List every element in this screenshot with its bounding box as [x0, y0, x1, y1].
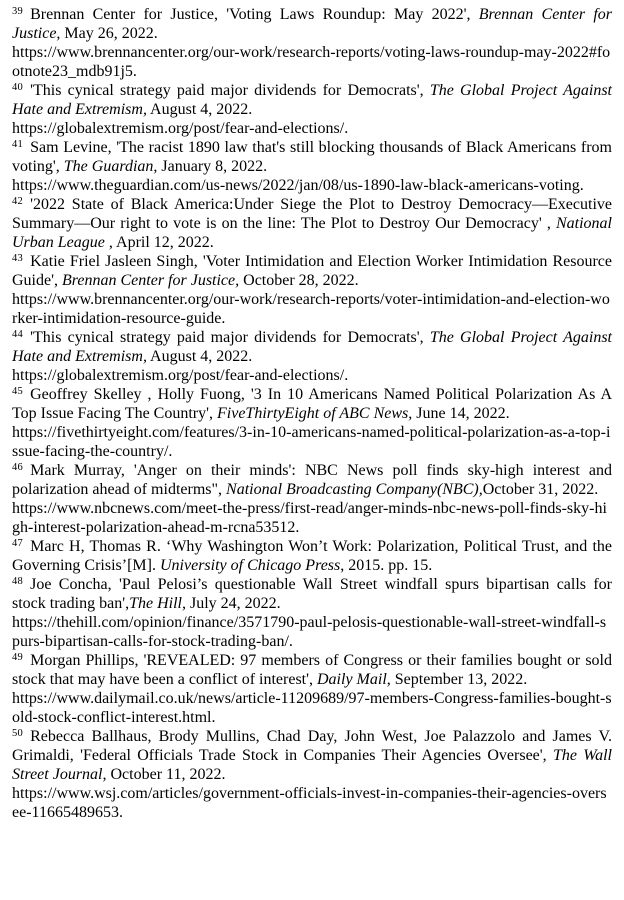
footnote-url: https://globalextremism.org/post/fear-and-elections/. [12, 120, 349, 137]
citation-text: Joe Concha, 'Paul Pelosi’s questionable Wall Street windfall spurs bipartisan calls for stock trading ban', [12, 576, 612, 612]
footnote-text [12, 386, 612, 422]
citation-text: Mark Murray, 'Anger on their minds': NBC News poll finds sky-high interest and polarization ahead of midterms", [12, 462, 612, 498]
publication-title: Brennan Center for Justice, [12, 6, 612, 42]
footnote-text [12, 6, 612, 42]
footnote [12, 727, 612, 822]
publication-title: National Urban League [12, 215, 612, 251]
footnote-url: https://thehill.com/opinion/finance/3571790-paul-pelosis-questionable-wall-street-windfall-spurs-bipartisan-calls-for-stock-trading-ban/. [12, 614, 607, 650]
footnote-number: 48 [12, 576, 24, 587]
footnote-url: https://www.brennancenter.org/our-work/research-reports/voting-laws-roundup-may-2022#footnote23_mdb91j5. [12, 44, 611, 80]
footnote-citation [12, 195, 612, 252]
footnote-number: 42 [12, 196, 24, 207]
footnote-text [12, 538, 612, 574]
footnote-number: 47 [12, 538, 24, 549]
publication-title: The Global Project Against Hate and Extremism, [12, 329, 612, 365]
citation-text: '2022 State of Black America:Under Siege the Plot to Destroy Democracy—Executive Summary—Our right to vote is on the line: The Plot to Destroy Our Democracy' , [12, 196, 612, 232]
citation-text: Rebecca Ballhaus, Brody Mullins, Chad Day, John West, Joe Palazzolo and James V. Grimaldi, 'Federal Officials Trade Stock in Companies Their Agencies Oversee', [12, 728, 612, 764]
footnote-text [12, 576, 612, 612]
footnote [12, 385, 612, 461]
citation-text: 'This cynical strategy paid major dividends for Democrats', [30, 82, 430, 99]
footnote-citation [12, 81, 612, 119]
citation-text: Geoffrey Skelley , Holly Fuong, '3 In 10 Americans Named Political Polarization As A Top Issue Facing The Country', [12, 386, 612, 422]
footnotes-list [12, 5, 612, 822]
footnote-citation [12, 575, 612, 613]
footnote-number: 44 [12, 329, 24, 340]
citation-text: Katie Friel Jasleen Singh, 'Voter Intimidation and Election Worker Intimidation Resource Guide', [12, 253, 612, 289]
footnote-url: https://www.wsj.com/articles/government-officials-invest-in-companies-their-agencies-oversee-11665489653. [12, 785, 607, 821]
footnote-number: 45 [12, 386, 24, 397]
citation-text: October 31, 2022. [482, 481, 599, 498]
footnote-text [12, 139, 612, 175]
footnote [12, 195, 612, 252]
publication-title: The Guardian, [63, 158, 158, 175]
footnote-number: 46 [12, 462, 24, 473]
citation-text: , April 12, 2022. [104, 234, 214, 251]
publication-title: The Hill, [129, 595, 186, 612]
footnote-number: 39 [12, 6, 24, 17]
footnote [12, 537, 612, 575]
citation-text: January 8, 2022. [157, 158, 268, 175]
citation-text: October 11, 2022. [106, 766, 226, 783]
footnote-text [12, 728, 612, 783]
citation-text: October 28, 2022. [239, 272, 359, 289]
footnote-text [12, 82, 612, 118]
citation-text: May 26, 2022. [60, 25, 158, 42]
footnote [12, 81, 612, 138]
footnote [12, 5, 612, 81]
publication-title: Daily Mail [317, 671, 387, 688]
footnote-number: 50 [12, 728, 24, 739]
publication-title: University of Chicago Press [159, 557, 341, 574]
citation-text: , September 13, 2022. [386, 671, 528, 688]
footnote-citation [12, 461, 612, 499]
footnote-citation [12, 727, 612, 784]
footnote-number: 43 [12, 253, 24, 264]
citation-text: 'This cynical strategy paid major dividends for Democrats', [30, 329, 430, 346]
citation-text: Morgan Phillips, 'REVEALED: 97 members of Congress or their families bought or sold stock that may have been a conflict of interest', [12, 652, 612, 688]
footnote-text [12, 253, 612, 289]
footnote-citation [12, 651, 612, 689]
footnote-text [12, 329, 612, 365]
citation-text: August 4, 2022. [146, 101, 253, 118]
footnote-url: https://www.dailymail.co.uk/news/article-11209689/97-members-Congress-families-bought-sold-stock-conflict-interest.html. [12, 690, 612, 726]
footnote-text [12, 462, 612, 498]
footnote [12, 252, 612, 328]
citation-text: July 24, 2022. [185, 595, 281, 612]
publication-title: The Wall Street Journal, [12, 747, 613, 783]
citation-text: Sam Levine, 'The racist 1890 law that's still blocking thousands of Black Americans from voting', [12, 139, 612, 175]
footnote-url: https://www.nbcnews.com/meet-the-press/first-read/anger-minds-nbc-news-poll-finds-sky-high-interest-polarization-ahead-m-rcna53512. [12, 500, 607, 536]
publication-title: FiveThirtyEight of ABC News, [217, 405, 413, 422]
footnote-citation [12, 328, 612, 366]
footnote-url: https://www.brennancenter.org/our-work/research-reports/voter-intimidation-and-election-worker-intimidation-resource-guide. [12, 291, 610, 327]
citation-text: August 4, 2022. [146, 348, 253, 365]
citation-text: June 14, 2022. [412, 405, 510, 422]
footnote [12, 138, 612, 195]
publication-title: National Broadcasting Company(NBC), [226, 481, 483, 498]
footnote-number: 41 [12, 139, 24, 150]
footnote [12, 328, 612, 385]
footnote [12, 651, 612, 727]
citation-text: Marc H, Thomas R. ‘Why Washington Won’t Work: Polarization, Political Trust, and the Governing Crisis’[M]. [12, 538, 612, 574]
publication-title: Brennan Center for Justice, [61, 272, 240, 289]
publication-title: The Global Project Against Hate and Extremism, [12, 82, 612, 118]
footnote-number: 49 [12, 652, 24, 663]
footnote-url: https://fivethirtyeight.com/features/3-in-10-americans-named-political-polarization-as-a-top-issue-facing-the-country/. [12, 424, 611, 460]
footnote-url: https://www.theguardian.com/us-news/2022/jan/08/us-1890-law-black-americans-voting. [12, 177, 584, 194]
footnote-text [12, 196, 612, 251]
footnote-citation [12, 537, 612, 575]
footnote-text [12, 652, 612, 688]
citation-text: , 2015. pp. 15. [340, 557, 433, 574]
footnote [12, 575, 612, 651]
footnote-citation [12, 5, 612, 43]
footnote-citation [12, 385, 612, 423]
footnote-url: https://globalextremism.org/post/fear-and-elections/. [12, 367, 349, 384]
footnote-citation [12, 138, 612, 176]
footnote [12, 461, 612, 537]
citation-text: Brennan Center for Justice, 'Voting Laws Roundup: May 2022', [30, 6, 479, 23]
footnote-citation [12, 252, 612, 290]
footnote-number: 40 [12, 82, 24, 93]
